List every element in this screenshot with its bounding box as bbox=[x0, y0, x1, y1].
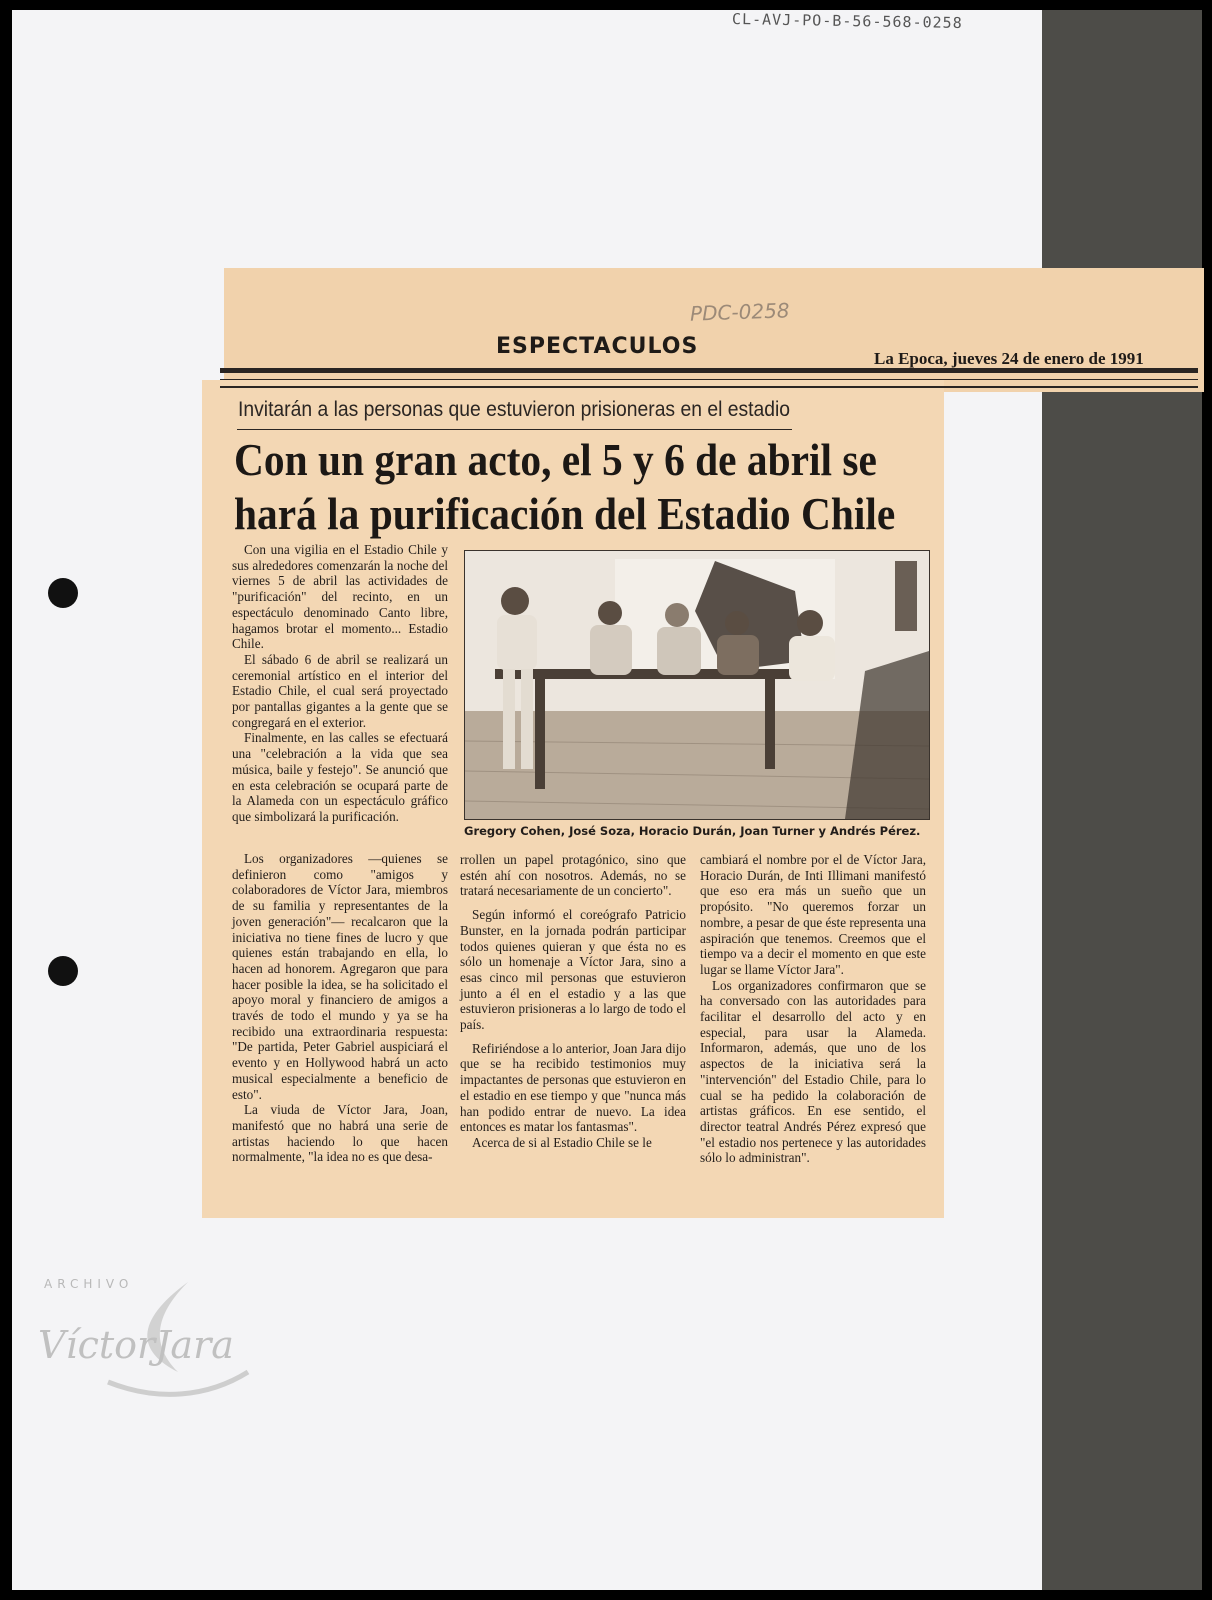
paragraph: Acerca de si al Estadio Chile se le bbox=[472, 1134, 652, 1150]
paragraph: Con una vigilia en el Estadio Chile y sus alrededores comenzarán la noche del viernes 5 de abril las actividades de "purificación" del recinto, en un espectáculo denominado Canto libre, hagamos brotar el momento... Estadio Chile. bbox=[232, 542, 448, 652]
header-rule bbox=[220, 368, 1198, 373]
article-headline bbox=[234, 433, 896, 541]
headline-line-1: Con un gran acto, el 5 y 6 de abril se bbox=[234, 434, 877, 485]
kicker-underline bbox=[237, 429, 792, 430]
section-title: ESPECTACULOS bbox=[496, 334, 699, 359]
scan-background-strip bbox=[1042, 10, 1202, 1590]
header-rule-thin bbox=[220, 379, 1198, 380]
archive-watermark-logo bbox=[38, 1272, 278, 1412]
paragraph: Refiriéndose a lo anterior, Joan Jara dijo que se ha recibido testimonios muy impactantes de personas que estuvieron en el estadio en ese tiempo y que "nunca más han podido entrar de nuevo. La idea entonces es matar los fantasmas". bbox=[460, 1040, 686, 1135]
article-column-3 bbox=[700, 852, 926, 1166]
paragraph: El sábado 6 de abril se realizará un ceremonial artístico en el interior del Estadio Chile, el cual será proyectado por pantallas gigantes a la gente que se congregará en el exterior. bbox=[232, 651, 448, 730]
article-kicker: Invitarán a las personas que estuvieron prisioneras en el estadio bbox=[238, 398, 791, 421]
watermark-name: VíctorJara bbox=[38, 1323, 234, 1367]
paragraph: Los organizadores —quienes se definieron como "amigos y colaboradores de Víctor Jara, miembros de su familia y representantes de la joven generación"— recalcaron que la iniciativa no tiene fines de lucro y que quienes están trabajando en ella, lo hacen ad honorem. Agregaron que para hacer posible la idea, se ha solicitado el apoyo moral y financiero de amigos a través de todo el mundo y ya se ha recibido una extraordinaria respuesta: "De partida, Peter Gabriel auspiciará el evento y en Hollywood habrá un acto musical especialmente a beneficio de esto". bbox=[232, 851, 448, 1102]
watermark-svg bbox=[38, 1272, 278, 1412]
binder-hole-bottom bbox=[48, 956, 78, 986]
watermark-label: ARCHIVO bbox=[44, 1277, 134, 1291]
paragraph: Según informó el coreógrafo Patricio Bunster, en la jornada podrán participar todos quienes quieran y que ésta no es sólo un homenaje a Víctor Jara, sino a esas cinco mil personas que estuvieron junto a él en el estadio y a las que estuvieron prisioneras a lo largo de todo el país. bbox=[460, 907, 686, 1033]
paragraph: Los organizadores confirmaron que se ha conversado con las autoridades para facilitar el desarrollo del acto y en especial, para usar la Alameda. Informaron, además, que uno de los aspectos de la iniciativa será la "intervención" del Estadio Chile, para lo cual se ha pedido la colaboración de artistas gráficos. En ese sentido, el director teatral Andrés Pérez expresó que "el estadio nos pertenece y las autoridades sólo lo administran". bbox=[700, 977, 926, 1166]
press-conference-photo bbox=[464, 550, 930, 820]
dateline: La Epoca, jueves 24 de enero de 1991 bbox=[874, 349, 1144, 368]
binder-hole-top bbox=[48, 578, 78, 608]
article-column-1-bottom bbox=[232, 851, 448, 1165]
paragraph: Finalmente, en las calles se efectuará una "celebración a la vida que sea música, baile y festejo". Se anunció que en esta celebración se ocupará parte de la Alameda con un espectáculo gráfico que simbolizará la purificación. bbox=[232, 730, 448, 824]
clipping-header-strip bbox=[224, 268, 1204, 392]
article-column-1-top bbox=[232, 542, 448, 825]
handwritten-note: PDC-0258 bbox=[689, 298, 790, 326]
article-column-2 bbox=[460, 852, 686, 1151]
headline-line-2: hará la purificación del Estadio Chile bbox=[234, 488, 896, 539]
paragraph: cambiará el nombre por el de Víctor Jara, Horacio Durán, de Inti Illimani manifestó que eso era más un sueño que un propósito. "No queremos forzar un nombre, a pesar de que éste representa una aspiración que tenemos. Creemos que el tiempo va a decir el momento en que este lugar se llame Víctor Jara". bbox=[700, 852, 926, 977]
header-rule-thin-2 bbox=[220, 386, 1198, 388]
archive-reference: CL-AVJ-PO-B-56-568-0258 bbox=[731, 9, 963, 33]
photo-illustration bbox=[465, 551, 929, 819]
photo-caption: Gregory Cohen, José Soza, Horacio Durán, Joan Turner y Andrés Pérez. bbox=[464, 824, 921, 838]
paragraph: La viuda de Víctor Jara, Joan, manifestó que no habrá una serie de artistas haciendo lo que hacen normalmente, "la idea no es que desa- bbox=[232, 1102, 448, 1165]
paragraph: rrollen un papel protagónico, sino que estén ahí con nosotros. Además, no se tratará necesariamente de un concierto". bbox=[460, 852, 686, 899]
